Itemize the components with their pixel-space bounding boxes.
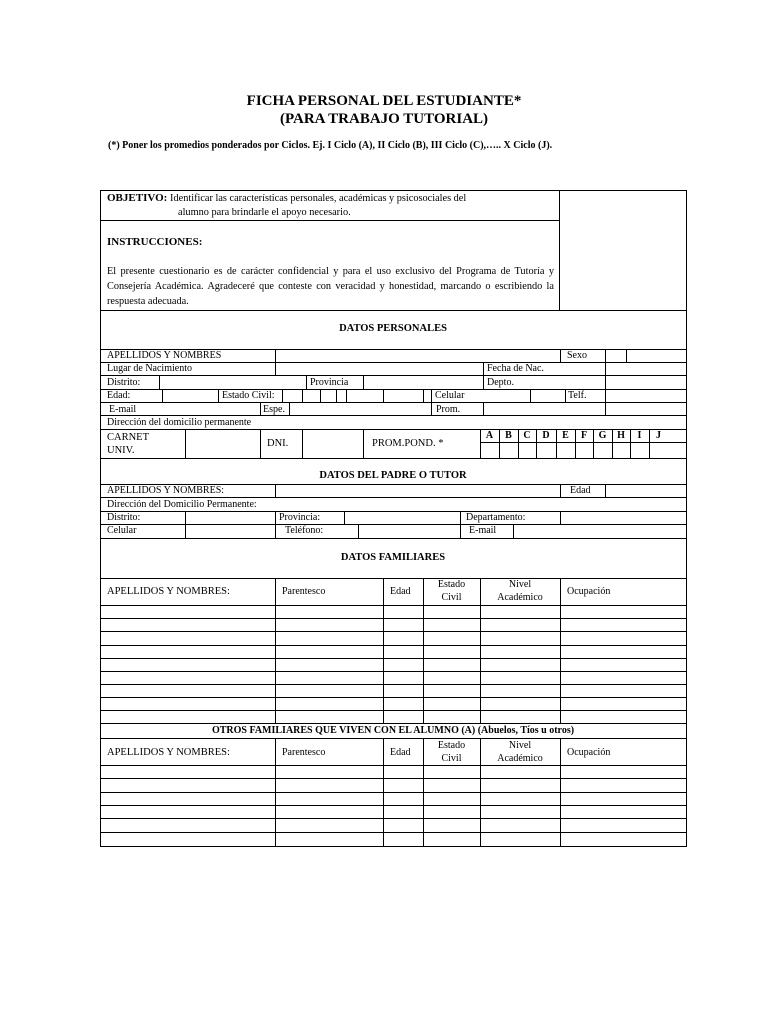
dp-v [605, 402, 606, 415]
fam-col-estado-l1: Estado [437, 579, 466, 590]
ciclo-b: B [505, 430, 512, 441]
label-prom-pond: PROM.POND. * [372, 438, 444, 449]
email-input[interactable] [150, 403, 258, 414]
title-line-2: (PARA TRABAJO TUTORIAL) [279, 111, 489, 127]
padre-telefono-input[interactable] [360, 525, 458, 537]
padre-departamento-input[interactable] [562, 512, 685, 523]
padre-apellidos-input[interactable] [277, 485, 558, 496]
distrito-input[interactable] [161, 376, 304, 388]
padre-label-email: E-mail [469, 525, 497, 536]
instrucciones-bottom [100, 310, 687, 311]
objetivo-label: OBJETIVO: [107, 192, 168, 204]
sexo-input[interactable] [607, 350, 625, 361]
depto-input[interactable] [607, 376, 685, 388]
objetivo-line-2: alumno para brindarle el apoyo necesario. [178, 207, 351, 218]
dp-v [159, 375, 160, 389]
otros-col-edad: Edad [390, 747, 411, 758]
dp-v [289, 402, 290, 415]
label-apellidos-nombres: APELLIDOS Y NOMBRES [107, 350, 222, 361]
dni-input[interactable] [304, 431, 361, 456]
ciclo-e: E [562, 430, 569, 441]
datos-personales-heading: DATOS PERSONALES [339, 323, 447, 334]
padre-label-celular: Celular [107, 525, 137, 536]
fam-col-apellidos: APELLIDOS Y NOMBRES: [107, 586, 230, 597]
provincia-input[interactable] [365, 376, 481, 388]
label-espe: Espe. [263, 404, 285, 415]
otros-col-estado-civil [423, 740, 480, 764]
label-carnet-univ [107, 431, 149, 457]
dp-v [483, 402, 484, 415]
dp-v [275, 362, 276, 375]
instrucciones-label: INSTRUCCIONES: [107, 236, 203, 248]
dp-v [302, 389, 303, 402]
ciclo-g: G [598, 430, 607, 441]
otros-col-apellidos: APELLIDOS Y NOMBRES: [107, 747, 230, 758]
padre-email-input[interactable] [515, 525, 685, 537]
ciclo-h: H [617, 430, 625, 441]
dp-v [185, 429, 186, 458]
dp-v [605, 375, 606, 389]
objetivo-line-1: Identificar las características personales, académicas y psicosociales del [170, 193, 467, 204]
padre-v [513, 524, 514, 538]
dp-v [565, 389, 566, 402]
carnet-input[interactable] [187, 431, 258, 456]
telf-input[interactable] [607, 390, 685, 401]
dp-v [363, 429, 364, 458]
label-email: E-mail [109, 404, 137, 415]
ciclo-i: I [637, 430, 642, 441]
celular-input[interactable] [485, 390, 528, 401]
objetivo-divider [100, 220, 559, 221]
label-distrito: Distrito: [107, 377, 141, 388]
dp-v [162, 389, 163, 402]
padre-v [560, 484, 561, 497]
label-fecha-nac: Fecha de Nac. [487, 363, 544, 374]
padre-edad-input[interactable] [607, 485, 685, 496]
otros-col-nivel-l2: Académico [497, 753, 543, 764]
label-dni: DNI. [267, 438, 289, 449]
padre-provincia-input[interactable] [346, 512, 458, 523]
padre-v [275, 484, 276, 497]
fam-col-estado-l2: Civil [441, 592, 462, 603]
fam-col-nivel-l1: Nivel [508, 579, 532, 590]
padre-v [358, 524, 359, 538]
fam-col-nivel-l2: Académico [497, 592, 543, 603]
padre-v [605, 484, 606, 497]
ciclo-note: (*) Poner los promedios ponderados por Ciclos. Ej. I Ciclo (A), II Ciclo (B), III Ciclo (C),….. X Ciclo (J). [108, 140, 553, 151]
title-line-1: FICHA PERSONAL DEL ESTUDIANTE* [246, 93, 522, 109]
fam-table-body[interactable] [101, 606, 686, 722]
dp-v [363, 375, 364, 389]
dp-v [483, 375, 484, 389]
label-prom: Prom. [436, 404, 461, 415]
dp-v [530, 389, 531, 402]
dp-v [431, 402, 432, 415]
carnet-line-1: CARNET [107, 432, 149, 443]
dp-v [306, 375, 307, 389]
carnet-line-2: UNIV. [107, 445, 135, 456]
padre-v [275, 511, 276, 538]
apellidos-nombres-input[interactable] [277, 350, 558, 361]
padre-direccion-input[interactable] [282, 498, 685, 510]
dp-v [320, 389, 321, 402]
otros-col-nivel-academico [480, 740, 560, 764]
dp-v [383, 389, 384, 402]
dp-v [626, 349, 627, 362]
otros-col-estado-l1: Estado [437, 740, 466, 751]
objetivo-block [107, 192, 466, 205]
fam-col-edad: Edad [390, 586, 411, 597]
otros-familiares-heading: OTROS FAMILIARES QUE VIVEN CON EL ALUMNO (A) (Abuelos, Tíos u otros) [211, 725, 575, 736]
otros-col-parentesco: Parentesco [282, 747, 326, 758]
prom-input[interactable] [485, 403, 603, 414]
otros-col-nivel-l1: Nivel [508, 740, 532, 751]
datos-familiares-heading: DATOS FAMILIARES [340, 552, 446, 563]
padre-label-telefono: Teléfono: [285, 525, 324, 536]
dp-v [605, 389, 606, 402]
dp-v [605, 362, 606, 375]
ciclo-f: F [580, 430, 588, 441]
lugar-nacimiento-input[interactable] [277, 363, 481, 374]
label-depto: Depto. [487, 377, 514, 388]
otros-col-estado-l2: Civil [441, 753, 462, 764]
photo-slot[interactable] [560, 191, 686, 309]
fam-col-nivel-academico [480, 579, 560, 603]
otros-col-ocupacion: Ocupación [567, 747, 611, 758]
dp-line-8 [100, 458, 687, 459]
otros-table-body[interactable] [101, 766, 686, 846]
direccion-input[interactable] [280, 416, 685, 428]
fam-col-estado-civil [423, 579, 480, 603]
dp-v [260, 402, 261, 415]
padre-celular-input[interactable] [187, 525, 273, 537]
label-direccion: Dirección del domicilio permanente [107, 417, 252, 428]
label-lugar-nacimiento: Lugar de Nacimiento [107, 363, 192, 374]
ciclo-divider [480, 442, 687, 443]
fam-row-line [100, 723, 687, 724]
dp-v [336, 389, 337, 402]
dp-v [423, 389, 424, 402]
dp-v [560, 349, 561, 362]
dp-v [346, 389, 347, 402]
padre-v [460, 511, 461, 538]
instrucciones-text: El presente cuestionario es de carácter confidencial y para el uso exclusivo del Programa de Tutoría y Consejería Académica. Agradeceré que conteste con veracidad y honestidad, marcando o escribiendo la respuesta adecuada. [107, 266, 554, 307]
fam-col-ocupacion: Ocupación [567, 586, 611, 597]
ciclo-j: J [656, 430, 661, 441]
ciclo-a: A [485, 430, 494, 441]
padre-label-apellidos: APELLIDOS Y NOMBRES: [107, 485, 225, 496]
label-estado-civil: Estado Civil: [222, 390, 275, 401]
form-title [0, 92, 768, 128]
dp-v [260, 429, 261, 458]
fam-header-top [100, 578, 687, 579]
dp-v [431, 389, 432, 402]
label-telf: Telf. [568, 390, 587, 401]
padre-label-provincia: Provincia: [279, 512, 321, 523]
fecha-nac-input[interactable] [607, 363, 685, 374]
otros-header-top [100, 738, 687, 739]
dp-v [302, 429, 303, 458]
ciclo-c: C [523, 430, 531, 441]
label-sexo: Sexo [567, 350, 587, 361]
padre-line [100, 538, 687, 539]
padre-v [344, 511, 345, 524]
espe-input[interactable] [291, 403, 429, 414]
padre-label-departamento: Departamento: [466, 512, 526, 523]
dp-v [218, 389, 219, 402]
dp-v [275, 349, 276, 362]
padre-v [560, 511, 561, 524]
label-celular: Celular [435, 390, 465, 401]
dp-v [483, 362, 484, 375]
label-provincia: Provincia [310, 377, 349, 388]
padre-v [185, 511, 186, 538]
edad-input[interactable] [164, 390, 216, 401]
datos-padre-heading: DATOS DEL PADRE O TUTOR [319, 470, 467, 481]
padre-label-distrito: Distrito: [107, 512, 141, 523]
fam-col-parentesco: Parentesco [282, 586, 326, 597]
label-edad: Edad: [107, 390, 131, 401]
padre-distrito-input[interactable] [187, 512, 273, 523]
dp-v [282, 389, 283, 402]
ciclo-d: D [542, 430, 550, 441]
padre-label-edad: Edad [570, 485, 591, 496]
padre-label-direccion: Dirección del Domicilio Permanente: [107, 499, 257, 510]
dp-v [605, 349, 606, 362]
